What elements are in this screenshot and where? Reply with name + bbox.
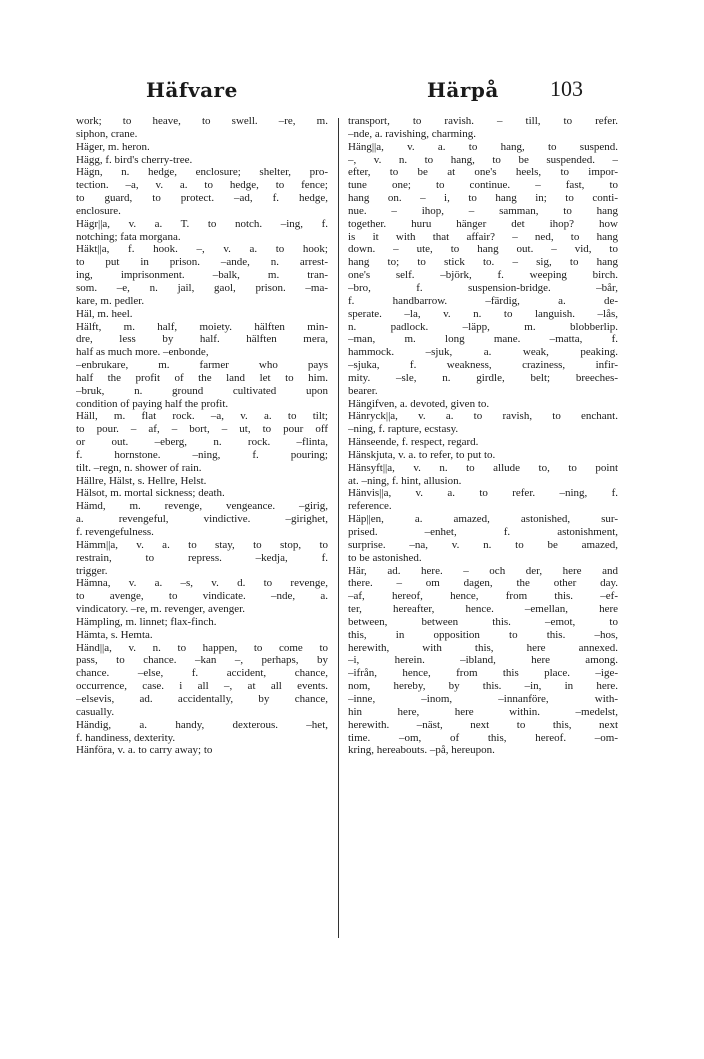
left-column-line: Hämd, m. revenge, vengeance. –girig, [76, 500, 328, 513]
right-column-line: is it with that affair? – ned, to hang [348, 230, 618, 243]
left-column-line: Hämna, v. a. –s, v. d. to revenge, [76, 577, 328, 590]
page-number: 103 [550, 76, 583, 101]
right-column-line: this, in opposition to this. –hos, [348, 628, 618, 641]
left-column-line: work; to heave, to swell. –re, m. [76, 115, 328, 127]
left-column-line: Händig, a. handy, dexterous. –het, [76, 718, 328, 731]
right-column-line: sperate. –la, v. n. to languish. –lås, [348, 307, 618, 320]
right-column-line: hin here, here within. –medelst, [348, 705, 618, 718]
right-column-line: Häng||a, v. a. to hang, to suspend. [348, 140, 618, 153]
right-column-line: prised. –enhet, f. astonishment, [348, 526, 618, 538]
left-column-line: Hämta, s. Hemta. [76, 628, 153, 641]
left-column-line: Hägg, f. bird's cherry-tree. [76, 153, 193, 166]
left-column-line: –elsevis, ad. accidentally, by chance, [76, 692, 328, 705]
right-column-line: –i, herein. –ibland, here among. [348, 654, 618, 667]
right-column-line: –ifrån, hence, from this place. –ige- [348, 667, 618, 680]
right-column-line: at. –ning, f. hint, allusion. [348, 474, 462, 487]
left-column-line: ing, imprisonment. –balk, m. tran- [76, 269, 328, 282]
left-column [76, 115, 328, 757]
left-column-line: trigger. [76, 564, 108, 577]
left-column-line: Hägr||a, v. a. T. to notch. –ing, f. [76, 217, 328, 230]
left-column-line: a. revengeful, vindictive. –girighet, [76, 513, 328, 526]
left-column-line: to pour. – af, – bort, – ut, to pour off [76, 423, 328, 436]
right-column-line: Här, ad. here. – och der, here and [348, 564, 618, 577]
left-column-line: f. hornstone. –ning, f. pouring; [76, 448, 328, 461]
left-column-line: Hämpling, m. linnet; flax-finch. [76, 615, 217, 628]
right-column-line: –sjuka, f. weakness, craziness, infir- [348, 359, 618, 372]
right-column-line: n. padlock. –läpp, m. blobberlip. [348, 320, 618, 333]
right-column-line: hammock. –sjuk, a. weak, peaking. [348, 346, 618, 359]
right-column-line: –nde, a. ravishing, charming. [348, 127, 476, 140]
left-column-line: casually. [76, 705, 115, 718]
right-column-line: down. – ute, to hang out. – vid, to [348, 243, 618, 256]
right-column-line: to be astonished. [348, 551, 422, 564]
left-column-line: occurrence, case. i all –, at all events. [76, 680, 328, 693]
right-column-line: efter, to be at one's heels, to impor- [348, 166, 618, 179]
right-column-line: f. handbarrow. –färdig, a. de- [348, 294, 618, 307]
right-column-line: time. –om, of this, hereof. –om- [348, 731, 618, 744]
left-column-line: to guard, to protect. –ad, f. hedge, [76, 192, 328, 205]
right-column-line: tune one; to continue. – fast, to [348, 179, 618, 192]
right-column-line: –af, hereof, hence, from this. –ef- [348, 590, 618, 603]
left-column-line: kare, m. pedler. [76, 294, 145, 307]
right-column-line: Hänseende, f. respect, regard. [348, 436, 479, 449]
right-column-line: one's self. –björk, f. weeping birch. [348, 269, 618, 282]
left-column-line: notching; fata morgana. [76, 230, 181, 243]
right-column [348, 115, 618, 757]
running-header [70, 72, 630, 112]
left-column-line: enclosure. [76, 204, 121, 217]
left-column-line: –bruk, n. ground cultivated upon [76, 384, 328, 397]
left-column-line: siphon, crane. [76, 127, 138, 140]
right-column-line: –man, m. long mane. –matta, f. [348, 333, 618, 346]
left-column-line: or out. –eberg, n. rock. –flinta, [76, 436, 328, 449]
right-column-line: ter, hereafter, hence. –emellan, here [348, 603, 618, 616]
header-left-guide-word: Häfvare [146, 78, 238, 102]
right-column-line: Hänsyft||a, v. n. to allude to, to point [348, 461, 618, 474]
left-column-line: pass, to chance. –kan –, perhaps, by [76, 654, 328, 667]
column-divider [338, 118, 339, 938]
right-column-line: Hänryck||a, v. a. to ravish, to enchant. [348, 410, 618, 423]
right-column-line: between, between this. –emot, to [348, 615, 618, 628]
right-column-line: surprise. –na, v. n. to be amazed, [348, 538, 618, 551]
right-column-line: herewith, with this, here annexed. [348, 641, 618, 654]
right-column-line: –inne, –inom, –innanföre, with- [348, 692, 618, 705]
right-column-line: nue. – ihop, – samman, to hang [348, 204, 618, 217]
right-column-line: Hängifven, a. devoted, given to. [348, 397, 490, 410]
left-column-line: Hägn, n. hedge, enclosure; shelter, pro- [76, 166, 328, 179]
left-column-line: –enbrukare, m. farmer who pays [76, 359, 328, 372]
right-column-line: hang on. – i, to hang in; to conti- [348, 192, 618, 205]
left-column-line: som. –e, n. jail, gaol, prison. –ma- [76, 281, 328, 294]
right-column-line: mity. –sle, n. girdle, belt; breeches- [348, 371, 618, 384]
right-column-line: together. huru hänger det ihop? how [348, 217, 618, 230]
left-column-line: Häll, m. flat rock. –a, v. a. to tilt; [76, 410, 328, 423]
left-column-line: dre, less by half. hälften mera, [76, 333, 328, 346]
left-column-line: to put in prison. –ande, n. arrest- [76, 256, 328, 269]
left-column-line: to avenge, to vindicate. –nde, a. [76, 590, 328, 603]
left-column-line: vindicatory. –re, m. revenger, avenger. [76, 603, 245, 616]
left-column-line: Hälft, m. half, moiety. hälften min- [76, 320, 328, 333]
right-column-line: reference. [348, 500, 392, 513]
right-column-line: –ning, f. rapture, ecstasy. [348, 423, 459, 436]
left-column-line: f. revengefulness. [76, 526, 154, 538]
right-column-line: nom, hereby, by this. –in, in here. [348, 680, 618, 693]
left-column-line: tection. –a, v. a. to hedge, to fence; [76, 179, 328, 192]
left-column-line: f. handiness, dexterity. [76, 731, 176, 744]
left-column-line: tilt. –regn, n. shower of rain. [76, 461, 202, 474]
left-column-line: restrain, to repress. –kedja, f. [76, 551, 328, 564]
left-column-line: half as much more. –enbonde, [76, 346, 209, 359]
left-column-line: Hälsot, m. mortal sickness; death. [76, 487, 225, 500]
left-column-line: chance. –else, f. accident, chance, [76, 667, 328, 680]
left-column-line: condition of paying half the profit. [76, 397, 229, 410]
right-column-line: hang to; to stick to. – sig, to hang [348, 256, 618, 269]
right-column-line: Hänvis||a, v. a. to refer. –ning, f. [348, 487, 618, 500]
left-column-line: Häkt||a, f. hook. –, v. a. to hook; [76, 243, 328, 256]
dictionary-page [70, 72, 630, 942]
left-column-line: Händ||a, v. n. to happen, to come to [76, 641, 328, 654]
right-column-line: –bro, f. suspension-bridge. –bår, [348, 281, 618, 294]
left-column-line: Hämm||a, v. a. to stay, to stop, to [76, 538, 328, 551]
left-column-line: Hällre, Hälst, s. Hellre, Helst. [76, 474, 207, 487]
right-column-line: Häp||en, a. amazed, astonished, sur- [348, 513, 618, 526]
left-column-line: half the profit of the land let to him. [76, 371, 328, 384]
right-column-line: there. – om dagen, the other day. [348, 577, 618, 590]
right-column-line: bearer. [348, 384, 378, 397]
left-column-line: Häl, m. heel. [76, 307, 133, 320]
left-column-line: Hänföra, v. a. to carry away; to [76, 744, 213, 757]
right-column-line: herewith. –näst, next to this, next [348, 718, 618, 731]
right-column-line: –, v. n. to hang, to be suspended. – [348, 153, 618, 166]
header-right-guide-word: Härpå [427, 78, 499, 102]
right-column-line: Hänskjuta, v. a. to refer, to put to. [348, 448, 496, 461]
right-column-line: kring, hereabouts. –på, hereupon. [348, 744, 495, 757]
left-column-line: Häger, m. heron. [76, 140, 150, 153]
right-column-line: transport, to ravish. – till, to refer. [348, 115, 618, 127]
